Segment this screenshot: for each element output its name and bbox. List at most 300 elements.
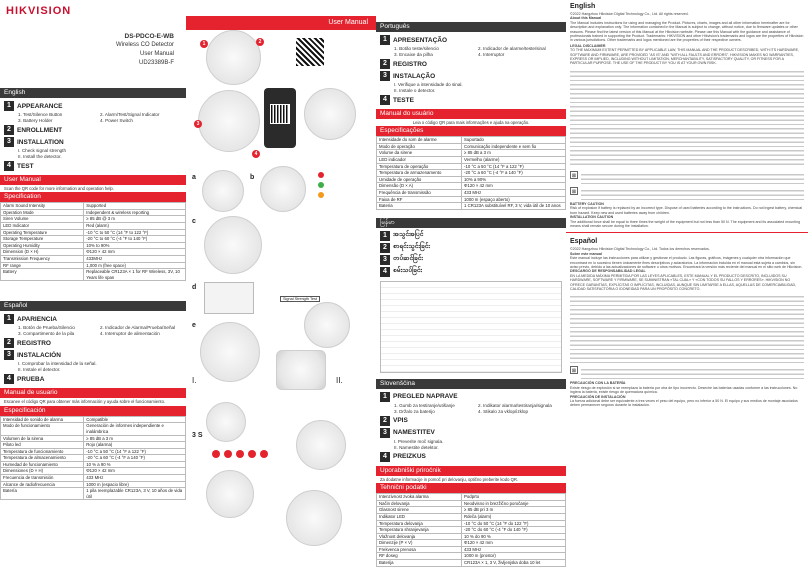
step-num: 1 (4, 101, 14, 111)
qr-on-phone-icon (270, 104, 290, 124)
step-2 (376, 242, 566, 254)
step-label: APPEARANCE (17, 102, 63, 110)
spec-key: Temperatura de armazenamento (377, 170, 462, 177)
warning-row (566, 365, 808, 381)
spec-key: Modo de operação (377, 143, 462, 150)
spec-table-sl (376, 493, 566, 567)
spec-row (1, 203, 186, 210)
spec-key: Frequência de transmissão (377, 190, 462, 197)
sub-item: 3. Držalo za baterijo (394, 408, 435, 414)
spec-key: Glasnost sirene (377, 507, 462, 514)
legal-copyright-es: ©2022 Hangzhou Hikvision Digital Technology Co., Ltd. Todos los derechos reservados. (570, 247, 710, 252)
spec-key: Volumen de la sirena (1, 435, 84, 442)
spec-heading-sl: Tehnični podatki (376, 483, 566, 493)
spec-value: 1 CR123A substituível RF, 3 V, vida útil de 10 anos (462, 203, 566, 210)
spec-row (1, 223, 186, 230)
spec-value: CR123A × 1, 3 V, življenjska doba 10 let (462, 560, 566, 567)
step-num: 2 (4, 338, 14, 348)
user-manual-heading-sl: Uporabniški priročnik (376, 466, 566, 476)
steps-sl (376, 389, 566, 463)
legal-disclaimer-es: EN LA MEDIDA MÁXIMA PERMITIDA POR LAS LEYES APLICABLES, ESTE MANUAL Y EL PRODUCTO DESCRITO, INCLUIDOS SU HARDWARE, SOFTWARE Y FIRMWARE, SE SUMINISTRAN «TAL CUAL» Y «CON TODOS SU FALLOS Y ERRORES». HIKVISION NO OFRECE GARANTÍAS, EXPLÍCITAS O IMPLÍCITAS, INCLUIDAS, AUNQUE SIN LIMITARSE A ELLAS, AQUELLAS DE COMERCIABILIDAD, CALIDAD SATISFACTORIA O IDONEIDAD PARA UN PROPÓSITO CONCRETO. (570, 273, 797, 291)
spec-row (377, 520, 566, 527)
step-1 (376, 34, 566, 46)
weee-icon: ⊠ (571, 368, 577, 375)
mounting-illustration (276, 350, 326, 390)
manual-text-en: Scan the QR code for more information and operation help. (4, 186, 114, 191)
spec-row (1, 416, 186, 423)
spec-value: Φ120 × 42 mm (462, 540, 566, 547)
signal-test-illustration (304, 302, 350, 348)
spec-row (377, 546, 566, 553)
spec-key: Dimensiones (D × H) (1, 468, 84, 475)
spec-row (377, 150, 566, 157)
install-step-a (202, 170, 244, 212)
spec-row (377, 170, 566, 177)
detector-enroll-illustration (304, 88, 356, 140)
spec-row (377, 157, 566, 164)
step-subs (0, 325, 186, 337)
spec-row (1, 269, 186, 281)
sub-item: 4. Interruptor de alimentación (100, 331, 160, 337)
column-1 (0, 0, 186, 575)
qr-code-image (296, 38, 324, 66)
step-num: 3 (4, 137, 14, 147)
sub-item: 2. Indicador de Alarma/Prueba/Señal (100, 325, 176, 331)
test-illustration-3 (296, 420, 346, 470)
test-illustration-2 (206, 470, 254, 518)
doc-code: UD23389B-F (138, 60, 174, 66)
spec-row (377, 507, 566, 514)
step-label: စမ်းသပ်ခြင်း (393, 267, 423, 275)
spec-key: Intensidade do som de alarme (377, 137, 462, 144)
spec-key: Frekvenca prenosa (377, 546, 462, 553)
spec-row (377, 183, 566, 190)
lang-heading-es: Español (0, 301, 186, 311)
sub-item: I. Verifique a intensidade do sinal. (394, 82, 463, 87)
section-divider (566, 232, 808, 233)
step-subs (376, 82, 566, 94)
doc-type: User Manual (139, 51, 174, 57)
step-1 (376, 230, 566, 242)
steps-es (0, 311, 186, 385)
spec-value: ≥ 85 dB a 3 m (84, 435, 186, 442)
spec-row (377, 190, 566, 197)
spec-value: -20 °C a 60 °C (-4 °F a 140 °F) (84, 455, 186, 462)
detector-top-illustration (206, 30, 261, 85)
step-1 (0, 313, 186, 325)
spec-table-pt (376, 136, 566, 210)
label-e: e (192, 322, 196, 329)
callout-4: 4 (252, 150, 260, 158)
signal-strength-label: Signal Strength Test (280, 296, 320, 302)
legal-lang-en: English (570, 3, 596, 10)
spec-row (1, 468, 186, 475)
spec-value: -10 °C to 50 °C (14 °F to 122 °F) (84, 229, 186, 236)
spec-key: Faixa de RF (377, 196, 462, 203)
step-num: 3 (4, 350, 14, 360)
spec-key: Alarm Sound Intensity (1, 203, 84, 210)
spec-value: 433 MHz (84, 475, 186, 482)
user-manual-heading-es: Manual de usuario (0, 388, 186, 398)
spec-value: 1000 m (espaço aberto) (462, 196, 566, 203)
spec-key: Operating Humidity (1, 242, 84, 249)
sub-item: I. Check signal strength (18, 148, 67, 153)
battery-disposal-icon: ⊠ (571, 188, 577, 195)
spec-row (1, 249, 186, 256)
spec-row (1, 262, 186, 269)
step-num: 4 (4, 374, 14, 384)
step-num: 2 (380, 416, 390, 426)
step-num: 2 (380, 59, 390, 69)
step-label: PREGLED NAPRAVE (393, 393, 458, 401)
step-4 (376, 94, 566, 106)
battery-caution-title-es: PRECAUCIÓN CON LA BATERÍA (570, 381, 626, 386)
spec-value: 10 % a 90 % (84, 461, 186, 468)
step-label: REGISTRO (393, 60, 427, 68)
install-step-e (200, 322, 260, 382)
spec-row (377, 203, 566, 210)
spec-table-es (0, 416, 186, 501)
model-number: DS-PDCO-E-WB (124, 33, 174, 40)
product-name: Wireless CO Detector (115, 42, 174, 48)
spec-value: 433MHz (84, 256, 186, 263)
alarm-led-icon (212, 450, 220, 458)
step-1 (376, 391, 566, 403)
hikvision-logo: HIKVISION (6, 5, 72, 17)
spec-row (1, 488, 186, 500)
test-led-row (212, 450, 268, 458)
spec-key: Batería (1, 488, 84, 500)
spec-value: -10 °C a 50 °C (14 °F a 122 °F) (84, 448, 186, 455)
install-caution-en: The additional force shall be equal to three times the weight of the equipment but not less than 50 N. The equipment and its associated mounting means shall remain secure during the installation. (570, 219, 801, 228)
column-4-legal (566, 0, 808, 575)
filler-text (581, 366, 804, 380)
steps-pt (376, 32, 566, 106)
steps-en (0, 98, 186, 172)
spec-key: Intenzivnost zvoka alarma (377, 494, 462, 501)
spec-key: Baterija (377, 560, 462, 567)
sub-item: 3. Compartimento de la pila (18, 331, 75, 337)
step-subs (376, 403, 566, 415)
warning-row (566, 170, 808, 186)
step-4 (376, 451, 566, 463)
step-label: တပ်ဆင်ခြင်း (393, 255, 423, 263)
spec-value: 433 MHz (462, 546, 566, 553)
spec-key: Siren Volume (1, 216, 84, 223)
sub-item: II. Instale el detector. (18, 367, 61, 373)
legal-disclaimer-en: TO THE MAXIMUM EXTENT PERMITTED BY APPLICABLE LAW, THIS MANUAL AND THE PRODUCT DESCRIBED, WITH ITS HARDWARE, SOFTWARE AND FIRMWARE, ARE PROVIDED "AS IS" AND "WITH ALL FAULTS AND ERRORS". HIKVISION MAKES NO WARRANTIES, EXPRESS OR IMPLIED, INCLUDING WITHOUT LIMITATION, MERCHANTABILITY, SATISFACTORY QUALITY, OR FITNESS FOR A PARTICULAR PURPOSE. THE USE OF THE PRODUCT BY YOU IS AT YOUR OWN RISK. (570, 48, 799, 66)
spec-row (1, 229, 186, 236)
filler-text (570, 293, 804, 363)
install-caution-title-en: INSTALLATION CAUTION (570, 215, 614, 220)
sub-item: 3. Encaixe da pilha (394, 52, 433, 57)
spec-value: Red (alarm) (84, 223, 186, 230)
label-c: c (192, 218, 196, 225)
step-3 (376, 427, 566, 439)
manual-text-sl: Za dodatne informacije in pomoč pri delovanju, optično preberite kodo QR. (380, 476, 519, 482)
spec-row (377, 560, 566, 567)
spec-value: -20 °C do 60 °C (-4 °F do 140 °F) (462, 527, 566, 534)
spec-value: -10 °C do 50 °C (14 °F do 122 °F) (462, 520, 566, 527)
spec-value: Replaceable CR123A × 1 for RF Wireless, 3V, 10 Years life span (84, 269, 186, 281)
spec-row (1, 242, 186, 249)
spec-value: Independent & wireless reporting (84, 209, 186, 216)
step-2 (0, 337, 186, 349)
lang-heading-en: English (0, 88, 186, 98)
spec-value: 10% a 90% (462, 176, 566, 183)
spec-row (1, 461, 186, 468)
step-subs (0, 148, 186, 160)
spec-table-en (0, 202, 186, 281)
spec-key: Operating Temperature (1, 229, 84, 236)
step-subs (376, 46, 566, 58)
spec-value: Supported (84, 203, 186, 210)
legal-copyright-en: ©2022 Hangzhou Hikvision Digital Technology Co., Ltd. All rights reserved. (570, 12, 689, 16)
spec-row (377, 196, 566, 203)
spec-row (1, 455, 186, 462)
spec-value: Compatible (84, 416, 186, 423)
step-2 (376, 415, 566, 427)
battery-caution-title-en: BATTERY CAUTION (570, 201, 604, 206)
step-label: TESTE (393, 96, 414, 104)
led-green-icon (318, 182, 324, 188)
sub-item: 4. Interruptor (478, 52, 505, 57)
model-block (116, 32, 174, 68)
spec-key: Dimenzije (P × V) (377, 540, 462, 547)
step-num: 3 (380, 255, 390, 265)
step-label: INSTALLATION (17, 138, 64, 146)
step-label: PREIZKUS (393, 453, 426, 461)
step-num: 1 (380, 392, 390, 402)
step-num: 3 (380, 71, 390, 81)
step-3 (376, 254, 566, 266)
step-label: APARIENCIA (17, 315, 57, 323)
spec-key: Transmission Frequency (1, 256, 84, 263)
step-4 (376, 266, 566, 278)
spec-row (1, 448, 186, 455)
column-2-illustrations (186, 0, 376, 575)
spec-heading-es: Especificación (0, 406, 186, 416)
spec-row (377, 163, 566, 170)
led-orange-icon (318, 192, 324, 198)
alarm-led-icon (224, 450, 232, 458)
spec-row (1, 435, 186, 442)
spec-value: 10 % do 90 % (462, 533, 566, 540)
sub-item: 1. Botão teste/silencio (394, 46, 439, 51)
user-manual-heading-pt: Manual do usuário (376, 109, 566, 119)
spec-value: Φ120 × 42 mm (84, 468, 186, 475)
sub-item: 1. Test/Silence Button (18, 112, 63, 117)
label-3s: 3 S (192, 432, 203, 439)
spec-key: Piloto led (1, 442, 84, 449)
spec-key: Intensidad de sonido de alarma (1, 416, 84, 423)
spec-row (377, 527, 566, 534)
spec-key: RF range (1, 262, 84, 269)
sub-item: 2. Alarm/Test/Signal Indicator (100, 112, 160, 117)
sub-item: 4. Power Switch (100, 118, 133, 123)
spec-row (1, 209, 186, 216)
led-red-icon (318, 172, 324, 178)
spec-key: LED Indicator (1, 223, 84, 230)
sub-item: I. Preverite moč signala. (394, 438, 444, 444)
install-caution-es: La fuerza adicional debe ser equivalente a tres veces el peso del equipo, pero no inferior a 50 N. El equipo y sus medios de montaje asociados deben permanecer seguros durante la instalación. (570, 399, 798, 408)
step-subs (0, 361, 186, 373)
spec-value: 433 MHz (462, 190, 566, 197)
battery-caution-en: Risk of explosion if battery is replaced by an incorrect type. Dispose of used batteries according to the instructions. Do not ingest battery, chemical burn hazard. Keep new and used batteries away from children. (570, 206, 803, 215)
spec-row (377, 176, 566, 183)
spec-value: Suportado (462, 137, 566, 144)
sub-item: 2. Indikator alarma/testiranja/signala (478, 402, 552, 408)
step-3 (0, 349, 186, 361)
spec-value: Vermelho (alarme) (462, 157, 566, 164)
spec-row (1, 423, 186, 435)
step-num: 3 (380, 428, 390, 438)
step-num: 4 (380, 95, 390, 105)
spec-key: Način delovanja (377, 500, 462, 507)
spec-value: 1000 m (espacio libre) (84, 481, 186, 488)
spec-key: RF doseg (377, 553, 462, 560)
spec-value: -20 °C to 60 °C (-4 °F to 140 °F) (84, 236, 186, 243)
lang-heading-my: မြန်မာ (376, 218, 566, 228)
sub-item: 3. Battery Holder (18, 118, 53, 123)
step-2 (376, 58, 566, 70)
label-d: d (192, 284, 197, 291)
spec-key: Dimensão (D × A) (377, 183, 462, 190)
callout-2: 2 (256, 38, 264, 46)
legal-about-es: Sobre este manual (570, 251, 602, 256)
spec-key: Temperatura de funcionamiento (1, 448, 84, 455)
spec-row (377, 553, 566, 560)
myanmar-spec-placeholder (380, 281, 562, 373)
spec-key: Operation Mode (1, 209, 84, 216)
spec-row (1, 216, 186, 223)
spec-key: Temperatura delovanja (377, 520, 462, 527)
filler-text (581, 171, 804, 185)
spec-key: Indikator LED (377, 513, 462, 520)
sub-item: 4. Stikalo za vklop/izklop (478, 408, 529, 414)
step-label: အသွင်အပြင် (393, 231, 424, 239)
step-label: INSTALAÇÃO (393, 72, 436, 80)
spec-value: Rojo (alarma) (84, 442, 186, 449)
sub-item: 1. Gumb za testiranje/utišanje (394, 402, 455, 408)
step-num: 1 (4, 314, 14, 324)
spec-row (377, 494, 566, 501)
spec-key: Temperatura shranjevanja (377, 527, 462, 534)
step-label: VPIS (393, 417, 408, 425)
user-manual-heading-en: User Manual (0, 175, 186, 185)
manual-text-pt: Leia o código QR para mais informações e ajuda na operação. (412, 120, 530, 125)
spec-value: Rdeča (alarm) (462, 513, 566, 520)
battery-caution-es: Existe riesgo de explosión si se reemplaza la batería por otra de tipo incorrecto. Deseche las baterías usadas conforme a las instrucciones. No ingiera la batería, existe riesgo de quemadura química. (570, 385, 798, 395)
label-a: a (192, 174, 196, 181)
steps-my (376, 228, 566, 278)
cover-header (0, 0, 186, 88)
spec-key: Storage Temperature (1, 236, 84, 243)
step-label: ENROLLMENT (17, 126, 63, 134)
install-step-b (260, 166, 306, 212)
spec-row (1, 236, 186, 243)
spec-value: Generación de informes independiente e inalámbrica (84, 423, 186, 435)
install-step-c (204, 216, 262, 274)
step-4 (0, 373, 186, 385)
step-1 (0, 100, 186, 112)
spec-heading-pt: Especificações (376, 126, 566, 136)
spec-key: Alcance de radiofrecuencia (1, 481, 84, 488)
legal-disclaimer-title-es: DESCARGO DE RESPONSABILIDAD LEGAL (570, 269, 646, 274)
label-I: I. (192, 376, 197, 385)
legal-disclaimer-title-en: LEGAL DISCLAIMER (570, 43, 606, 48)
sub-item: 1. Botón de Prueba/Silencio (18, 325, 75, 331)
spec-key: Humedad de funcionamiento (1, 461, 84, 468)
sub-item: I. Comprobar la intensidad de la señal. (18, 361, 97, 367)
step-num: 1 (380, 35, 390, 45)
spec-row (377, 500, 566, 507)
spec-value: 1 pila reemplazable CR123A, 3 V, 10 años de vida útil (84, 488, 186, 500)
step-label: APRESENTAÇÃO (393, 36, 448, 44)
label-b: b (250, 174, 255, 181)
step-3 (376, 70, 566, 82)
spec-value: 1000 m (prostor) (462, 553, 566, 560)
spec-key: Battery (1, 269, 84, 281)
user-manual-tab: User Manual (186, 16, 376, 30)
alarm-led-icon (260, 450, 268, 458)
spec-value: ≥ 85 dB @ 3 m (84, 216, 186, 223)
step-num: 1 (380, 231, 390, 241)
manual-text-es: Escanee el código QR para obtener más información y ayuda sobre el funcionamiento. (4, 399, 166, 405)
led-indicators (318, 172, 328, 198)
step-label: စာရင်းသွင်းခြင်း (393, 243, 430, 251)
step-subs (376, 439, 566, 451)
install-caution-title-es: PRECAUCIÓN DE INSTALACIÓN (570, 394, 626, 399)
step-4 (0, 160, 186, 172)
spec-key: Bateria (377, 203, 462, 210)
callout-3: 3 (194, 120, 202, 128)
step-num: 4 (380, 267, 390, 277)
warning-row (566, 186, 808, 202)
step-label: REGISTRO (17, 339, 51, 347)
legal-body-es: Este manual incluye las instrucciones para utilizar y gestionar el producto. Las figuras, gráficos, imágenes y cualquier otra información que encontrará en lo sucesivo tienen únicamente fines descriptivos y aclaratorios. La información incluida en el manual está sujeta a cambios, sin aviso previo, debido a las actualizaciones de software u otros motivos. Encontrará la versión más reciente del manual en el sitio web de Hikvision. (570, 256, 803, 269)
spec-value: -20 °C a 60 °C (-4 °F a 140 °F) (462, 170, 566, 177)
spec-heading-en: Specification (0, 192, 186, 202)
spec-row (1, 442, 186, 449)
callout-1: 1 (200, 40, 208, 48)
alarm-led-icon (236, 450, 244, 458)
legal-about-en: About this Manual (570, 16, 602, 21)
spec-value: Φ120 × 42 mm (462, 183, 566, 190)
spec-row (377, 540, 566, 547)
spec-row (1, 475, 186, 482)
sub-item: II. Namestite detektor. (394, 444, 439, 450)
step-label: TEST (17, 162, 34, 170)
column-3 (376, 0, 566, 575)
spec-key: Modo de funcionamiento (1, 423, 84, 435)
spec-value: ≥ 85 dB a 3 m (462, 150, 566, 157)
spec-key: Dimension (D × H) (1, 249, 84, 256)
spec-value: Φ120 × 42 mm (84, 249, 186, 256)
step-num: 2 (4, 125, 14, 135)
spec-key: LED indicador (377, 157, 462, 164)
alarm-led-icon (248, 450, 256, 458)
spec-row (1, 256, 186, 263)
legal-lang-es: Español (570, 238, 598, 246)
filler-text (570, 68, 804, 168)
spec-row (377, 143, 566, 150)
step-label: PRUEBA (17, 375, 45, 383)
filler-text (581, 187, 804, 201)
spec-value: -10 °C a 50 °C (14 °F a 122 °F) (462, 163, 566, 170)
step-subs (0, 112, 186, 124)
spec-value: ≥ 85 dB pri 3 m (462, 507, 566, 514)
